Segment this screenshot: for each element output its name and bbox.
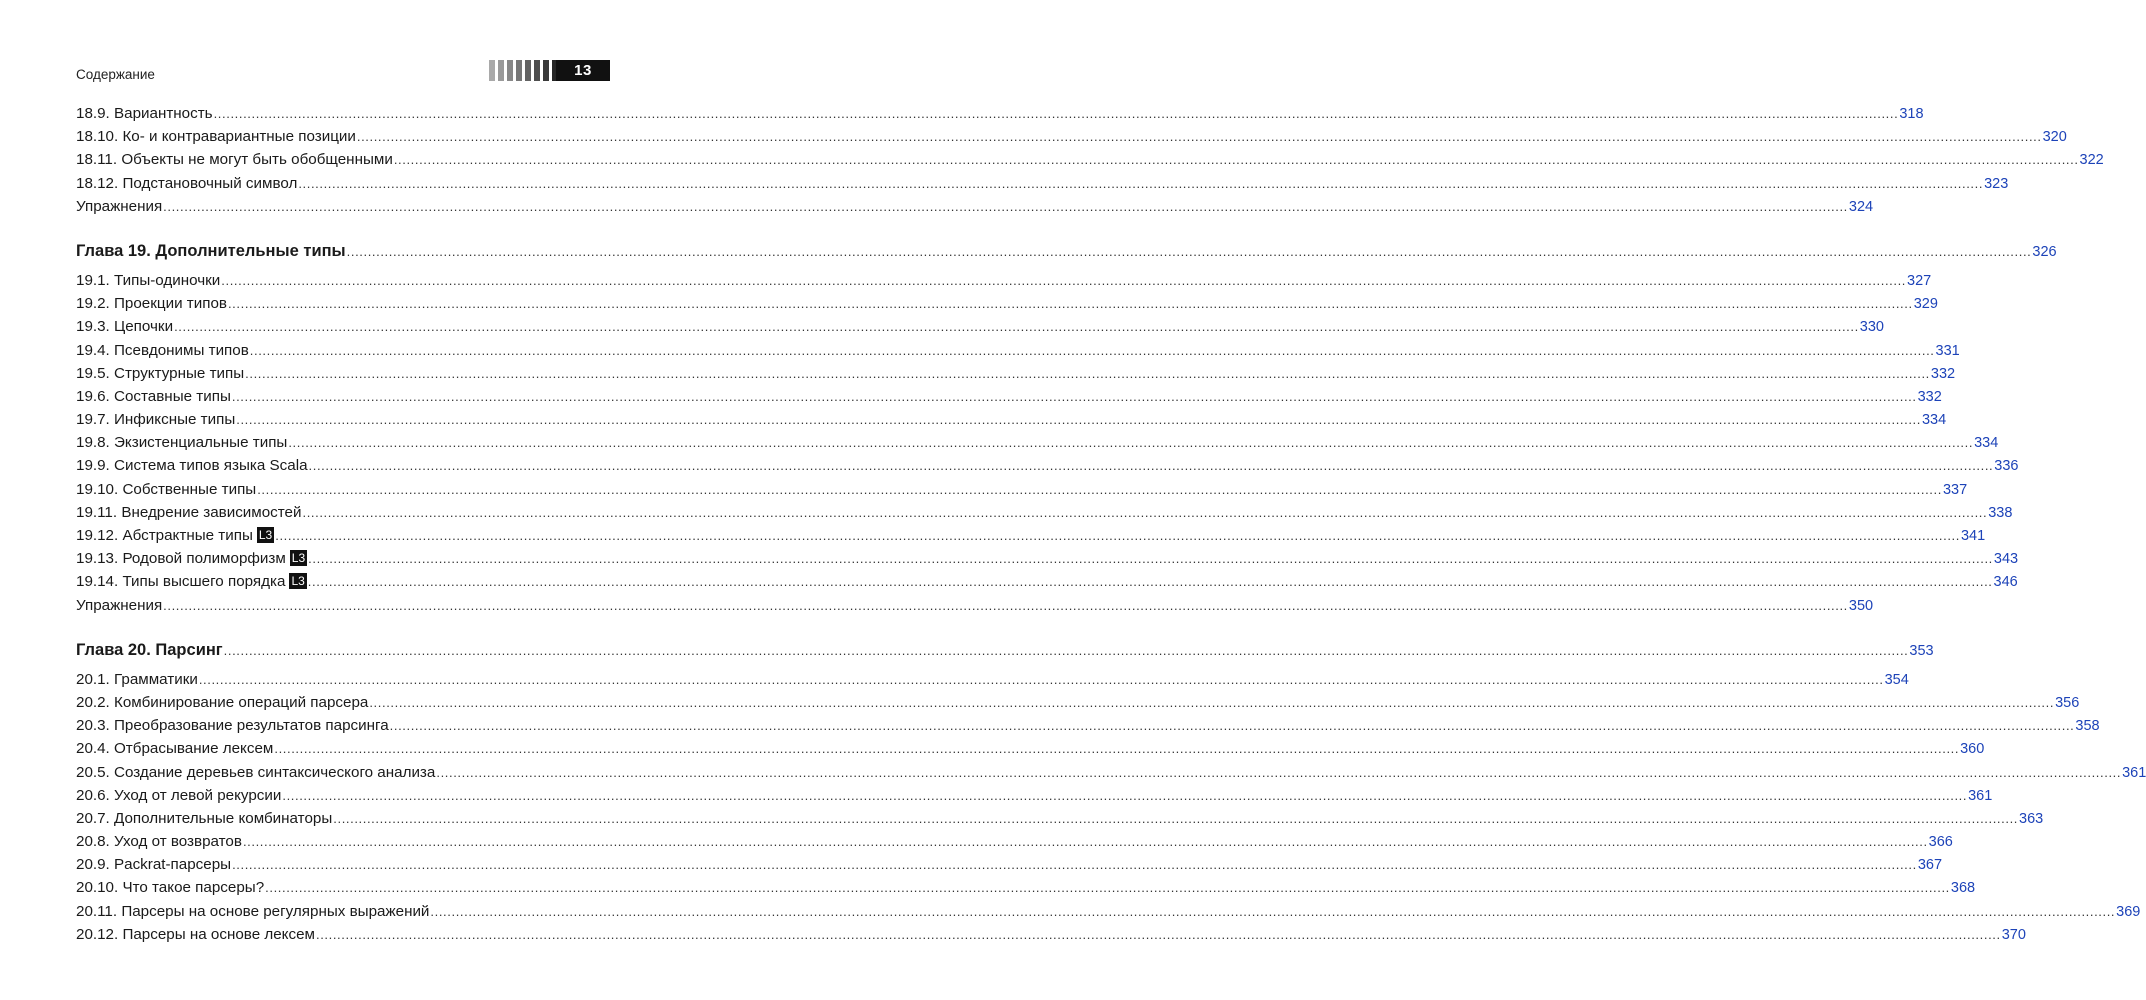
toc-entry[interactable] — [76, 385, 1942, 408]
toc-entry[interactable] — [76, 900, 2141, 923]
dot-leader: ................................................................................................................................................................................................................................................................................................................................................................................................................ — [298, 175, 1984, 191]
toc-entry[interactable] — [76, 691, 2080, 714]
header-bar — [525, 60, 531, 81]
toc-page-number[interactable]: 350 — [1848, 597, 1874, 614]
level-badge: L3 — [258, 528, 273, 542]
toc-title-text: 20.1. Грамматики — [76, 670, 198, 688]
dot-leader: ................................................................................................................................................................................................................................................................................................................................................................................................................ — [356, 129, 2042, 145]
toc-title-text: 19.8. Экзистенциальные типы — [76, 434, 288, 452]
toc-entry-title — [76, 691, 368, 714]
dot-leader: ................................................................................................................................................................................................................................................................................................................................................................................................................ — [288, 435, 1974, 451]
toc-page-number[interactable]: 318 — [1899, 106, 1924, 122]
toc-page-number[interactable]: 370 — [2001, 926, 2026, 943]
toc-entry[interactable] — [76, 408, 1947, 431]
toc-page-number[interactable]: 356 — [2055, 694, 2080, 711]
running-title: Содержание — [76, 67, 155, 82]
toc-entry-title — [76, 900, 429, 923]
header-decorative-bars — [489, 60, 561, 81]
toc-title-text: 20.11. Парсеры на основе регулярных выражений — [76, 902, 430, 920]
toc-entry[interactable] — [76, 761, 2146, 784]
section-gap — [76, 218, 609, 238]
toc-page-number[interactable]: 367 — [1917, 857, 1943, 874]
toc-entry[interactable] — [76, 269, 1932, 292]
toc-entry-title — [76, 524, 274, 547]
toc-page-number[interactable]: 368 — [1950, 880, 1976, 897]
toc-entry-title — [76, 853, 231, 876]
toc-entry-title — [76, 714, 389, 737]
toc-page-number[interactable]: 338 — [1988, 504, 2013, 521]
header-bar — [534, 60, 540, 81]
toc-title-text: 19.10. Собственные типы — [76, 480, 257, 498]
toc-page-number[interactable]: 324 — [1848, 198, 1874, 215]
toc-entry-title — [76, 292, 227, 315]
toc-entry-title — [76, 431, 287, 454]
toc-title-text: 20.10. Что такое парсеры? — [76, 879, 265, 897]
toc-page-number[interactable]: 334 — [1974, 435, 1999, 452]
toc-entry[interactable] — [76, 148, 2104, 171]
toc-page-number[interactable]: 336 — [1994, 458, 2019, 475]
toc-page-number[interactable]: 346 — [1993, 574, 2018, 591]
toc-entry-title — [76, 408, 235, 431]
dot-leader: ................................................................................................................................................................................................................................................................................................................................................................................................................ — [245, 365, 1930, 381]
toc-entry[interactable] — [76, 876, 1976, 899]
toc-title-text: 19.11. Внедрение зависимостей — [76, 503, 302, 521]
header-bar — [498, 60, 504, 81]
page-header — [0, 0, 683, 90]
toc-entry[interactable] — [76, 737, 1985, 760]
toc-entry[interactable] — [76, 830, 1953, 853]
toc-page-number[interactable]: 331 — [1935, 342, 1960, 359]
header-bar — [507, 60, 513, 81]
toc-title-text: 19.2. Проекции типов — [76, 295, 227, 313]
dot-leader: ................................................................................................................................................................................................................................................................................................................................................................................................................ — [302, 504, 1988, 520]
toc-entry-title — [76, 668, 198, 691]
toc-title-text: 20.7. Дополнительные комбинаторы — [76, 809, 333, 827]
toc-entry-title — [76, 570, 307, 593]
header-bar — [489, 60, 495, 81]
dot-leader: ................................................................................................................................................................................................................................................................................................................................................................................................................ — [308, 458, 1994, 474]
dot-leader: ................................................................................................................................................................................................................................................................................................................................................................................................................ — [227, 296, 1913, 312]
dot-leader: ................................................................................................................................................................................................................................................................................................................................................................................................................ — [198, 671, 1884, 687]
toc-entry[interactable] — [76, 668, 1909, 691]
toc-title-text: 19.5. Структурные типы — [76, 364, 245, 382]
toc-entry[interactable] — [76, 807, 2044, 830]
toc-entry[interactable] — [76, 292, 1938, 315]
dot-leader: ................................................................................................................................................................................................................................................................................................................................................................................................................ — [232, 857, 1917, 873]
page-number: 13 — [556, 60, 610, 81]
toc-page-number[interactable]: 337 — [1942, 481, 1968, 498]
dot-leader: ................................................................................................................................................................................................................................................................................................................................................................................................................ — [346, 243, 2032, 259]
toc-title-text: 20.2. Комбинирование операций парсера — [76, 693, 369, 711]
toc-page-number[interactable]: 327 — [1907, 272, 1932, 289]
dot-leader: ................................................................................................................................................................................................................................................................................................................................................................................................................ — [436, 764, 2122, 780]
header-bar — [543, 60, 549, 81]
toc-entry[interactable] — [76, 102, 1924, 125]
toc-page-number[interactable]: 341 — [1960, 528, 1986, 544]
toc-entry[interactable] — [76, 501, 2013, 524]
level-badge: L3 — [291, 551, 306, 566]
toc-title-text: 19.4. Псевдонимы типов — [76, 341, 249, 359]
toc-page-number[interactable]: 332 — [1930, 365, 1956, 382]
dot-leader: ................................................................................................................................................................................................................................................................................................................................................................................................................ — [389, 718, 2075, 734]
toc-entry[interactable] — [76, 315, 1884, 338]
toc-title-text: 20.9. Packrat-парсеры — [76, 856, 232, 874]
toc-title-text: 18.11. Объекты не могут быть обобщенными — [76, 151, 393, 169]
toc-entry[interactable] — [76, 923, 2026, 946]
toc-entry[interactable] — [76, 594, 1874, 617]
toc-entry-title — [76, 454, 308, 477]
toc-chapter[interactable] — [76, 238, 2057, 264]
toc-chapter-title — [76, 637, 223, 663]
dot-leader: ................................................................................................................................................................................................................................................................................................................................................................................................................ — [236, 412, 1921, 428]
dot-leader: ................................................................................................................................................................................................................................................................................................................................................................................................................ — [274, 741, 1960, 757]
toc-page-number[interactable]: 363 — [2019, 810, 2044, 827]
toc-title-text: 18.9. Вариантность — [76, 105, 213, 122]
dot-leader: ................................................................................................................................................................................................................................................................................................................................................................................................................ — [308, 551, 1993, 567]
toc-entry[interactable] — [76, 339, 1960, 362]
dot-leader: ................................................................................................................................................................................................................................................................................................................................................................................................................ — [307, 574, 1993, 590]
toc-chapter[interactable] — [76, 637, 1934, 663]
toc-entry-title — [76, 761, 435, 784]
dot-leader: ................................................................................................................................................................................................................................................................................................................................................................................................................ — [213, 106, 1899, 121]
level-badge: L3 — [291, 574, 305, 589]
dot-leader: ................................................................................................................................................................................................................................................................................................................................................................................................................ — [275, 528, 1960, 543]
table-of-contents — [76, 102, 2146, 946]
toc-title-text: 19.6. Составные типы — [76, 387, 231, 405]
toc-chapter-title — [76, 238, 346, 264]
toc-page-number[interactable]: 366 — [1928, 834, 1953, 851]
toc-title-text: 19.12. Абстрактные типы — [76, 527, 253, 544]
toc-entry-title — [76, 148, 393, 171]
toc-entry-title — [76, 923, 315, 946]
toc-entry-title — [76, 362, 244, 385]
toc-entry-title — [76, 737, 273, 760]
toc-entry[interactable] — [76, 714, 2100, 737]
toc-page-number[interactable]: 329 — [1913, 296, 1938, 313]
toc-page-number[interactable]: 320 — [2042, 129, 2067, 146]
toc-title-text: 19.1. Типы-одиночки — [76, 271, 221, 289]
toc-page-number[interactable]: 361 — [2122, 764, 2146, 781]
toc-entry[interactable] — [76, 547, 2019, 570]
toc-title-text: 19.7. Инфиксные типы — [76, 411, 236, 429]
toc-page-number[interactable]: 332 — [1917, 388, 1942, 405]
toc-entry[interactable] — [76, 454, 2019, 477]
toc-entry-title — [76, 315, 173, 338]
toc-title-text: 20.8. Уход от возвратов — [76, 833, 242, 851]
toc-page-number[interactable]: 361 — [1968, 787, 1993, 804]
toc-page-number[interactable]: 360 — [1960, 741, 1985, 758]
toc-entry[interactable] — [76, 853, 1943, 876]
toc-title-text: 19.13. Родовой полиморфизм — [76, 550, 286, 568]
toc-title-text: 20.3. Преобразование результатов парсинга — [76, 717, 389, 735]
header-bar — [516, 60, 522, 81]
toc-entry-title — [76, 172, 297, 195]
toc-entry-title — [76, 784, 281, 807]
toc-entry[interactable] — [76, 431, 1999, 454]
dot-leader: ................................................................................................................................................................................................................................................................................................................................................................................................................ — [242, 834, 1928, 850]
toc-entry[interactable] — [76, 362, 1956, 385]
toc-entry-title — [76, 501, 301, 524]
toc-entry-title — [76, 807, 332, 830]
toc-title-text: Упражнения — [76, 596, 163, 614]
toc-entry-title — [76, 385, 231, 408]
toc-entry-title — [76, 478, 256, 501]
toc-entry-title — [76, 547, 307, 570]
toc-page-number[interactable]: 358 — [2075, 718, 2100, 735]
toc-entry-title — [76, 195, 162, 218]
toc-entry-title — [76, 339, 249, 362]
toc-title-text: 20.6. Уход от левой рекурсии — [76, 786, 282, 804]
dot-leader: ................................................................................................................................................................................................................................................................................................................................................................................................................ — [333, 810, 2018, 826]
dot-leader: ................................................................................................................................................................................................................................................................................................................................................................................................................ — [393, 152, 2079, 168]
toc-entry[interactable] — [76, 478, 1968, 501]
toc-page-number[interactable]: 322 — [2079, 152, 2104, 169]
dot-leader: ................................................................................................................................................................................................................................................................................................................................................................................................................ — [163, 198, 1848, 214]
dot-leader: ................................................................................................................................................................................................................................................................................................................................................................................................................ — [221, 272, 1907, 288]
dot-leader: ................................................................................................................................................................................................................................................................................................................................................................................................................ — [257, 481, 1942, 497]
toc-entry[interactable] — [76, 524, 1986, 547]
toc-title-text: 18.12. Подстановочный символ — [76, 174, 298, 192]
toc-entry-title — [76, 594, 162, 617]
dot-leader: ................................................................................................................................................................................................................................................................................................................................................................................................................ — [249, 342, 1935, 358]
dot-leader: ................................................................................................................................................................................................................................................................................................................................................................................................................ — [174, 319, 1859, 335]
toc-title-text: 19.9. Система типов языка Scala — [76, 457, 308, 475]
toc-entry[interactable] — [76, 125, 2067, 148]
dot-leader: ................................................................................................................................................................................................................................................................................................................................................................................................................ — [163, 597, 1848, 613]
toc-entry[interactable] — [76, 172, 2009, 195]
dot-leader: ................................................................................................................................................................................................................................................................................................................................................................................................................ — [282, 787, 1968, 803]
toc-page-number[interactable]: 323 — [1984, 175, 2009, 192]
toc-title-text: Глава 20. Парсинг — [76, 640, 223, 659]
toc-page-number[interactable]: 334 — [1921, 412, 1947, 429]
toc-page-number[interactable]: 343 — [1993, 551, 2019, 568]
toc-title-text: 18.10. Ко- и контравариантные позиции — [76, 128, 356, 146]
toc-entry-title — [76, 102, 213, 125]
toc-entry[interactable] — [76, 784, 1993, 807]
toc-page-number[interactable]: 326 — [2032, 243, 2057, 260]
toc-page-number[interactable]: 369 — [2116, 903, 2141, 920]
dot-leader: ................................................................................................................................................................................................................................................................................................................................................................................................................ — [369, 694, 2055, 710]
toc-title-text: Упражнения — [76, 197, 163, 215]
dot-leader: ................................................................................................................................................................................................................................................................................................................................................................................................................ — [265, 880, 1950, 896]
toc-entry-title — [76, 876, 264, 899]
toc-entry-title — [76, 830, 242, 853]
dot-leader: ................................................................................................................................................................................................................................................................................................................................................................................................................ — [430, 903, 2116, 919]
toc-title-text: 20.12. Парсеры на основе лексем — [76, 925, 315, 943]
toc-title-text: 19.3. Цепочки — [76, 318, 174, 336]
section-gap — [76, 617, 609, 637]
toc-title-text: 20.5. Создание деревьев синтаксического анализа — [76, 763, 436, 781]
toc-page-number[interactable]: 330 — [1859, 319, 1884, 336]
toc-title-text: Глава 19. Дополнительные типы — [76, 241, 346, 260]
toc-entry[interactable] — [76, 195, 1874, 218]
toc-page-number[interactable]: 354 — [1884, 671, 1909, 688]
dot-leader: ................................................................................................................................................................................................................................................................................................................................................................................................................ — [315, 926, 2001, 942]
toc-title-text: 20.4. Отбрасывание лексем — [76, 740, 274, 758]
toc-entry[interactable] — [76, 570, 2018, 593]
dot-leader: ................................................................................................................................................................................................................................................................................................................................................................................................................ — [231, 388, 1917, 404]
dot-leader: ................................................................................................................................................................................................................................................................................................................................................................................................................ — [223, 642, 1909, 658]
toc-entry-title — [76, 269, 220, 292]
toc-page-number[interactable]: 353 — [1909, 642, 1934, 659]
toc-title-text: 19.14. Типы высшего порядка — [76, 573, 286, 591]
toc-entry-title — [76, 125, 356, 148]
